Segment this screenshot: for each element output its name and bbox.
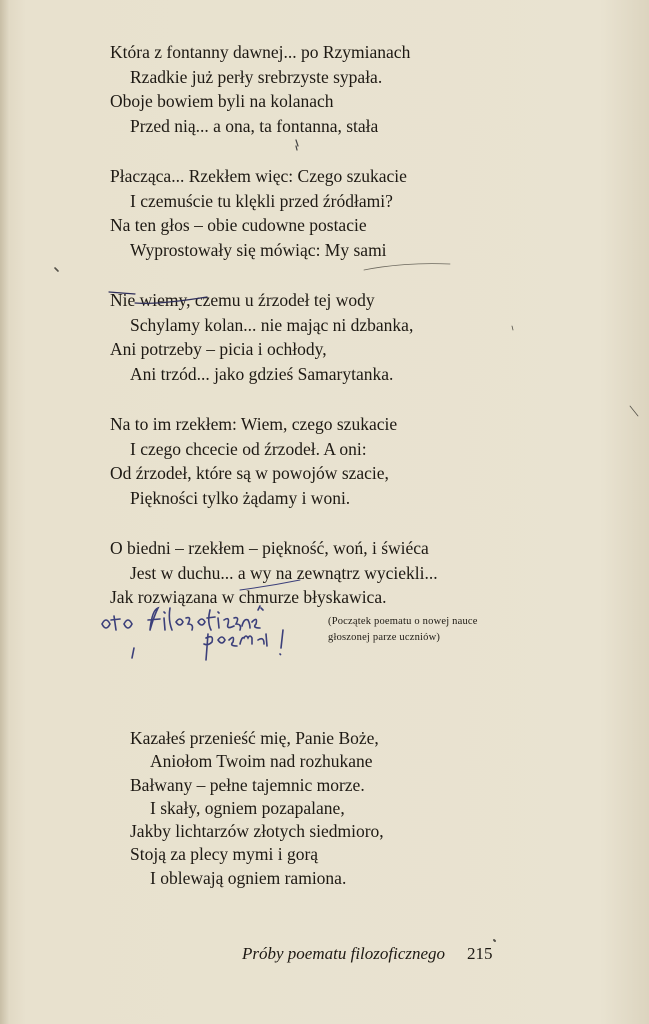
verse-line: Rzadkie już perły srebrzyste sypała.	[130, 66, 383, 87]
verse-line: Oboje bowiem byli na kolanach	[110, 91, 334, 111]
verse-line: Jak rozwiązana w chmurze błyskawica.	[110, 587, 387, 607]
verse-line: Aniołom Twoim nad rozhukane	[150, 751, 373, 772]
verse-line: Ani trzód... jako gdzieś Samarytanka.	[130, 363, 394, 384]
verse-line: Schylamy kolan... nie mając ni dzbanka,	[130, 314, 414, 335]
verse-line: I czemuście tu klękli przed źródłami?	[130, 190, 393, 211]
verse-line: Stoją za plecy mymi i gorą	[130, 844, 319, 865]
verse-line: I skały, ogniem pozapalane,	[150, 797, 345, 818]
verse-line: Płacząca... Rzekłem więc: Czego szukacie	[110, 166, 407, 186]
verse-line: Na to im rzekłem: Wiem, czego szukacie	[110, 414, 398, 434]
verse-line: Na ten głos – obie cudowne postacie	[110, 215, 367, 235]
verse-line: Bałwany – pełne tajemnic morze.	[130, 774, 365, 795]
editor-note-line-1: (Początek poematu o nowej nauce	[328, 616, 478, 627]
verse-line: Jest w duchu... a wy na zewnątrz wyciekli...	[130, 562, 438, 583]
verse-line: Od źrzodeł, które są w powojów szacie,	[110, 463, 389, 483]
verse-line: Przed nią... a ona, ta fontanna, stała	[130, 115, 379, 136]
verse-line: Która z fontanny dawnej... po Rzymianach	[110, 42, 411, 62]
verse-line: Kazałeś przenieść mię, Panie Boże,	[130, 728, 379, 748]
verse-line: Ani potrzeby – picia i ochłody,	[110, 339, 327, 359]
verse-line: I oblewają ogniem ramiona.	[150, 867, 347, 888]
verse-line: Nie wiemy, czemu u źrzodeł tej wody	[110, 290, 375, 310]
verse-line: I czego chcecie od źrzodeł. A oni:	[130, 438, 367, 459]
page-number: 215	[467, 944, 493, 963]
verse-line: O biedni – rzekłem – piękność, woń, i świéca	[110, 538, 429, 558]
verse-line: Piękności tylko żądamy i woni.	[130, 487, 351, 508]
editor-note-line-2: głoszonej parze uczniów)	[328, 632, 441, 643]
verse-line: Wyprostowały się mówiąc: My sami	[130, 239, 387, 260]
verse-line: Jakby lichtarzów złotych siedmioro,	[130, 821, 384, 842]
running-title: Próby poematu filozoficznego	[242, 944, 446, 963]
